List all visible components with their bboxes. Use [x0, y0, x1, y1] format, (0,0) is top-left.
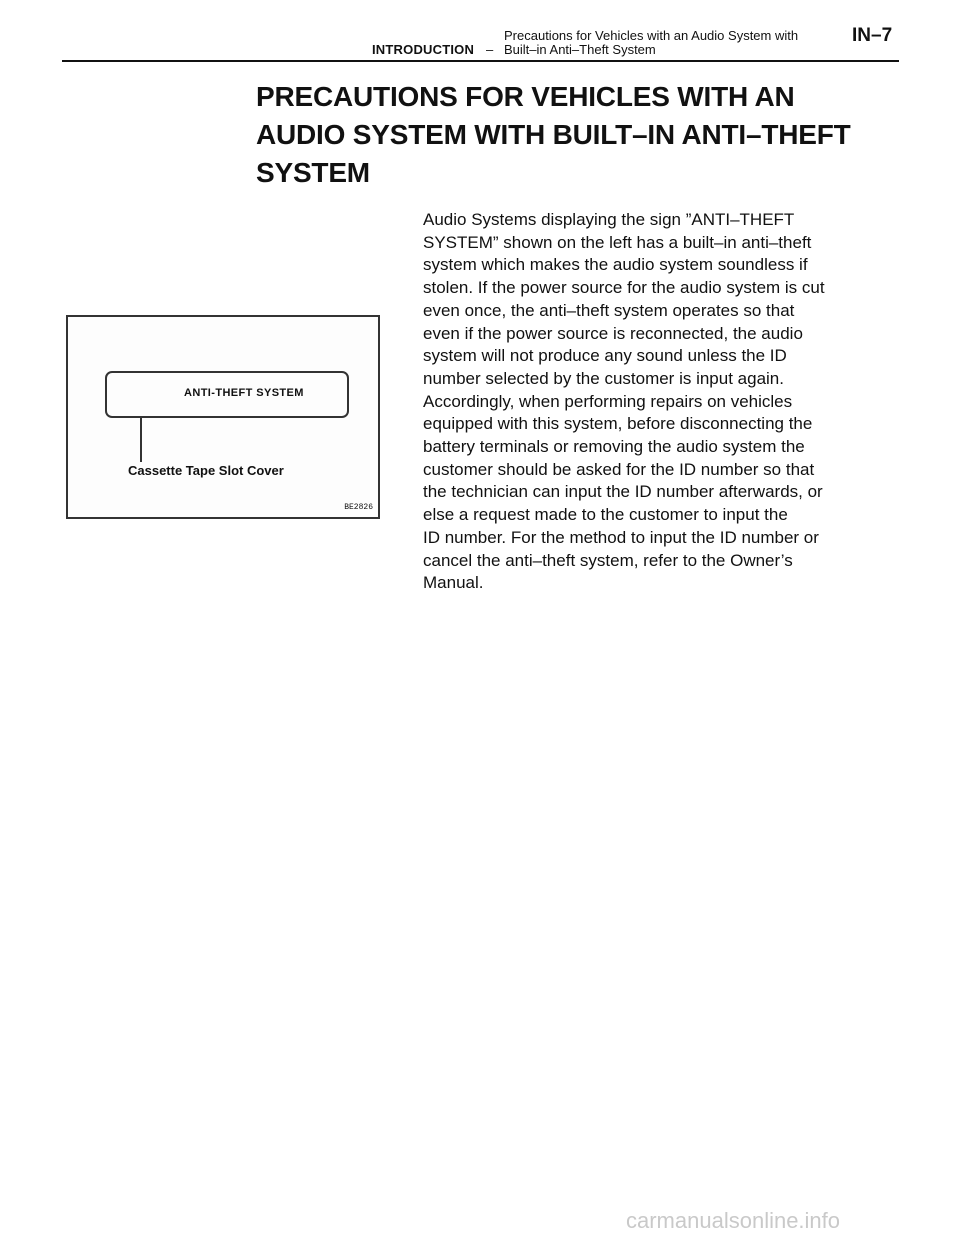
illustration-figure [66, 315, 380, 519]
page-title [256, 78, 896, 192]
body-line: SYSTEM” shown on the left has a built–in anti–theft [423, 232, 812, 252]
body-line: customer should be asked for the ID number so that [423, 459, 815, 479]
header-topic-line: Precautions for Vehicles with an Audio System with [504, 28, 799, 43]
watermark-link[interactable]: carmanualsonline.info [626, 1208, 841, 1233]
body-line: system will not produce any sound unless the ID [423, 346, 787, 366]
body-paragraph [423, 209, 825, 595]
body-line: system which makes the audio system soundless if [423, 255, 808, 275]
body-line: number selected by the customer is input again. [423, 368, 784, 388]
header-rule [62, 60, 899, 62]
body-line: else a request made to the customer to input the [423, 505, 788, 525]
page-number: IN–7 [852, 25, 893, 46]
header-topic [504, 29, 798, 57]
body-line: stolen. If the power source for the audio system is cut [423, 278, 825, 298]
header-section-name: INTRODUCTION [372, 42, 475, 57]
body-line: equipped with this system, before disconnecting the [423, 414, 813, 434]
body-line: Audio Systems displaying the sign ”ANTI–THEFT [423, 210, 795, 229]
title-line: PRECAUTIONS FOR VEHICLES WITH AN [256, 81, 795, 112]
body-line: even if the power source is reconnected, the audio [423, 323, 803, 343]
body-line: ID number. For the method to input the ID number or [423, 527, 819, 547]
body-line: Accordingly, when performing repairs on vehicles [423, 391, 793, 411]
anti-theft-label-panel [105, 371, 349, 418]
body-line: even once, the anti–theft system operates so that [423, 300, 795, 320]
callout-text: Cassette Tape Slot Cover [128, 463, 284, 478]
anti-theft-label-text: ANTI-THEFT SYSTEM [184, 387, 304, 399]
body-line: Manual. [423, 573, 484, 593]
body-line: cancel the anti–theft system, refer to the Owner’s [423, 550, 793, 570]
callout-leader-line [140, 418, 142, 462]
body-line: battery terminals or removing the audio system the [423, 437, 805, 457]
header-separator: – [486, 42, 494, 57]
header-topic-line: Built–in Anti–Theft System [504, 42, 656, 57]
title-line: SYSTEM [256, 157, 370, 188]
title-line: AUDIO SYSTEM WITH BUILT–IN ANTI–THEFT [256, 119, 851, 150]
body-line: the technician can input the ID number afterwards, or [423, 482, 823, 502]
figure-code: BE2826 [344, 503, 373, 512]
